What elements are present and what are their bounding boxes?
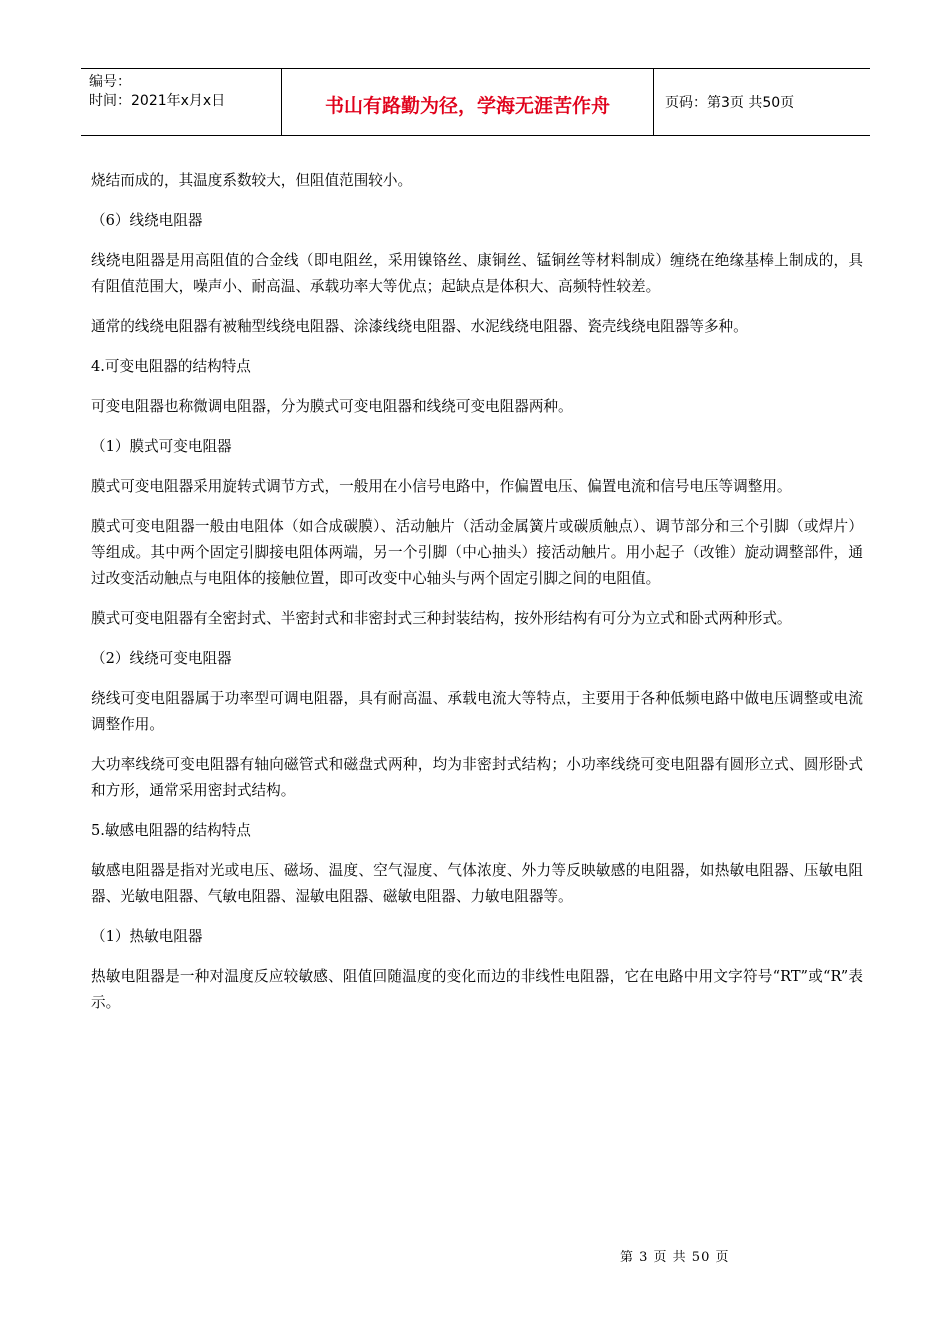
header-page-label: 页码：第3页 共50页: [665, 95, 795, 111]
paragraph: 线绕电阻器是用高阻值的合金线（即电阻丝，采用镍铬丝、康铜丝、锰铜丝等材料制成）缠绕在绝缘基棒上制成的，具有阻值范围大，噪声小、耐高温、承载功率大等优点；起缺点是体积大、高频特性较差。: [91, 252, 863, 295]
subsection-heading: （2）线绕可变电阻器: [91, 650, 232, 667]
number-label: 编号：: [89, 74, 131, 90]
page-footer: 第 3 页 共 50 页: [620, 1250, 730, 1265]
section-heading: 4.可变电阻器的结构特点: [91, 358, 251, 375]
paragraph: 膜式可变电阻器有全密封式、半密封式和非密封式三种封装结构，按外形结构有可分为立式和卧式两种形式。: [91, 610, 792, 627]
header-motto: 书山有路勤为径，学海无涯苦作舟: [282, 69, 654, 135]
paragraph: 膜式可变电阻器一般由电阻体（如合成碳膜）、活动触片（活动金属簧片或碳质触点）、调节部分和三个引脚（或焊片）等组成。其中两个固定引脚接电阻体两端，另一个引脚（中心抽头）接活动触片。用小起子（改锥）旋动调整部件，通过改变活动触点与电阻体的接触位置，即可改变中心轴头与两个固定引脚之间的电阻值。: [91, 518, 863, 587]
paragraph: 膜式可变电阻器采用旋转式调节方式，一般用在小信号电路中，作偏置电压、偏置电流和信号电压等调整用。: [91, 478, 792, 495]
subsection-heading: （1）膜式可变电阻器: [91, 438, 232, 455]
date-label: 时间：2021年x月x日: [89, 93, 226, 109]
subsection-heading: （6）线绕电阻器: [91, 212, 203, 229]
paragraph: 烧结而成的，其温度系数较大，但阻值范围较小。: [91, 172, 413, 189]
paragraph: 热敏电阻器是一种对温度反应较敏感、阻值回随温度的变化而边的非线性电阻器，它在电路中用文字符号“RT”或“R”表示。: [91, 968, 863, 1011]
header-meta: [81, 69, 282, 135]
document-body: [91, 168, 863, 1030]
paragraph: 大功率线绕可变电阻器有轴向磁管式和磁盘式两种，均为非密封式结构；小功率线绕可变电阻器有圆形立式、圆形卧式和方形，通常采用密封式结构。: [91, 756, 863, 799]
section-heading: 5.敏感电阻器的结构特点: [91, 822, 251, 839]
paragraph: 通常的线绕电阻器有被釉型线绕电阻器、涂漆线绕电阻器、水泥线绕电阻器、瓷壳线绕电阻器等多种。: [91, 318, 748, 335]
paragraph: 绕线可变电阻器属于功率型可调电阻器，具有耐高温、承载电流大等特点，主要用于各种低频电路中做电压调整或电流调整作用。: [91, 690, 863, 733]
paragraph: 敏感电阻器是指对光或电压、磁场、温度、空气湿度、气体浓度、外力等反映敏感的电阻器，如热敏电阻器、压敏电阻器、光敏电阻器、气敏电阻器、湿敏电阻器、磁敏电阻器、力敏电阻器等。: [91, 862, 863, 905]
subsection-heading: （1）热敏电阻器: [91, 928, 203, 945]
page-header: [81, 68, 870, 136]
paragraph: 可变电阻器也称微调电阻器，分为膜式可变电阻器和线绕可变电阻器两种。: [91, 398, 573, 415]
